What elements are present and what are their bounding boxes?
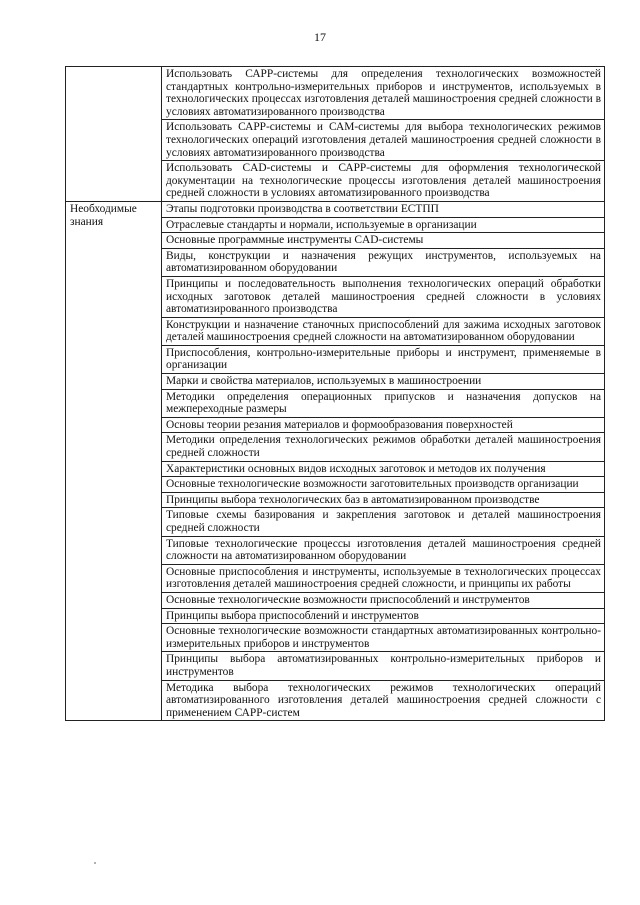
table-cell-item: Приспособления, контрольно-измерительные приборы и инструмент, применяемые в организации <box>162 345 605 373</box>
table-cell-item: Основные технологические возможности заготовительных производств организации <box>162 477 605 493</box>
table-cell-item: Отраслевые стандарты и нормали, используемые в организации <box>162 217 605 233</box>
table-row <box>66 67 605 120</box>
table-cell-item: Принципы и последовательность выполнения технологических операций обработки исходных заготовок деталей машиностроения средней сложности в условиях автоматизированного производства <box>162 276 605 317</box>
table-cell-item: Принципы выбора приспособлений и инструментов <box>162 608 605 624</box>
competency-table <box>65 66 605 721</box>
table-cell-item: Марки и свойства материалов, используемых в машиностроении <box>162 374 605 390</box>
table-cell-item: Принципы выбора автоматизированных контрольно-измерительных приборов и инструментов <box>162 652 605 680</box>
table-cell-item: Методики определения технологических режимов обработки деталей машиностроения средней сложности <box>162 433 605 461</box>
table-cell-item: Виды, конструкции и назначения режущих инструментов, используемых на автоматизированном оборудовании <box>162 248 605 276</box>
table-cell-item: Основные приспособления и инструменты, используемые в технологических процессах изготовления деталей машиностроения средней сложности, и принципы их работы <box>162 564 605 592</box>
table-cell-item: Характеристики основных видов исходных заготовок и методов их получения <box>162 461 605 477</box>
table-cell-item: Использовать CAD-системы и САРР-системы для оформления технологической документации на технологические процессы изготовления деталей машиностроения средней сложности в условиях автоматизированного производства <box>162 161 605 202</box>
table-row <box>66 201 605 217</box>
category-label: Необходимые знания <box>70 202 137 228</box>
table-cell-item: Использовать САРР-системы для определения технологических возможностей стандартных контрольно-измерительных приборов и инструментов, используемых в технологических процессах изготовления деталей машиностроения средней сложности в условиях автоматизированного производства <box>162 67 605 120</box>
table-cell-item: Методики определения операционных припусков и назначения допусков на межпереходные размеры <box>162 389 605 417</box>
table-cell-item: Использовать САРР-системы и САМ-системы для выбора технологических режимов технологических операций изготовления деталей машиностроения средней сложности в условиях автоматизированного производства <box>162 120 605 161</box>
table-cell-item: Основные технологические возможности приспособлений и инструментов <box>162 592 605 608</box>
category-cell <box>66 67 162 202</box>
table-cell-item: Принципы выбора технологических баз в автоматизированном производстве <box>162 492 605 508</box>
table-cell-item: Типовые технологические процессы изготовления деталей машиностроения средней сложности на автоматизированном оборудовании <box>162 536 605 564</box>
scan-speck <box>94 862 96 864</box>
table-cell-item: Основные технологические возможности стандартных автоматизированных контрольно-измерительных приборов и инструментов <box>162 624 605 652</box>
table-cell-item: Этапы подготовки производства в соответствии ЕСТПП <box>162 201 605 217</box>
table-cell-item: Типовые схемы базирования и закрепления заготовок и деталей машиностроения средней сложности <box>162 508 605 536</box>
table-cell-item: Основные программные инструменты CAD-системы <box>162 233 605 249</box>
category-cell <box>66 201 162 720</box>
table-cell-item: Конструкции и назначение станочных приспособлений для зажима исходных заготовок деталей машиностроения средней сложности на автоматизированном оборудовании <box>162 317 605 345</box>
page-number: 17 <box>314 30 326 44</box>
table-cell-item: Методика выбора технологических режимов технологических операций автоматизированного изготовления деталей машиностроения средней сложности с применением САРР-систем <box>162 680 605 721</box>
table-cell-item: Основы теории резания материалов и формообразования поверхностей <box>162 417 605 433</box>
